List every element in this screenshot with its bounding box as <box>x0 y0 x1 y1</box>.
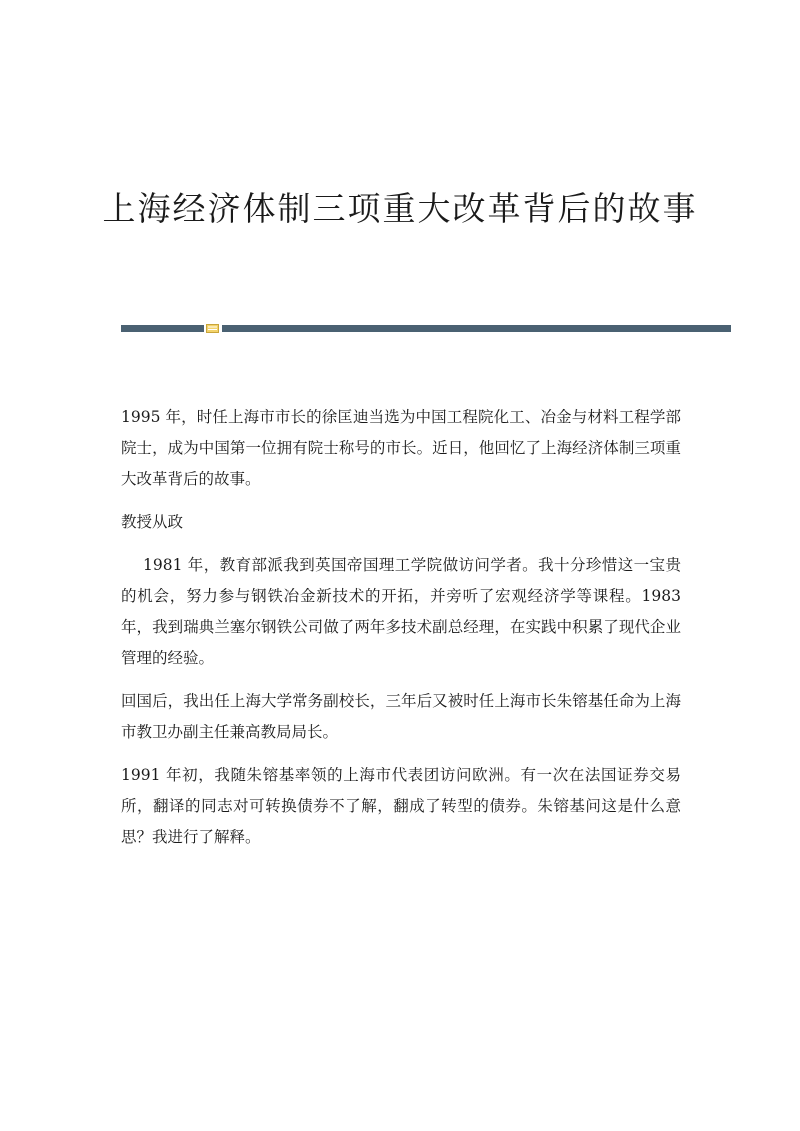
pencil-icon <box>206 323 219 334</box>
paragraph-1981: 1981 年，教育部派我到英国帝国理工学院做访问学者。我十分珍惜这一宝贵的机会，努力参与钢铁冶金新技术的开拓，并旁听了宏观经济学等课程。1983 年，我到瑞典兰塞尔钢铁公司做了两年多技术副总经理，在实践中积累了现代企业管理的经验。 <box>121 556 681 667</box>
document-title: 上海经济体制三项重大改革背后的故事 <box>102 189 698 228</box>
section-heading: 教授从政 <box>121 513 184 531</box>
title-divider-left <box>121 325 204 332</box>
paragraph-intro: 1995 年，时任上海市市长的徐匡迪当选为中国工程院化工、冶金与材料工程学部院士，成为中国第一位拥有院士称号的市长。近日，他回忆了上海经济体制三项重大改革背后的故事。 <box>121 408 681 488</box>
article-body <box>121 402 681 865</box>
paragraph-return: 回国后，我出任上海大学常务副校长，三年后又被时任上海市长朱镕基任命为上海市教卫办副主任兼高教局局长。 <box>121 692 681 741</box>
paragraph-1991: 1991 年初，我随朱镕基率领的上海市代表团访问欧洲。有一次在法国证券交易所，翻译的同志对可转换债券不了解，翻成了转型的债券。朱镕基问这是什么意思？我进行了解释。 <box>121 766 681 846</box>
title-divider-right <box>222 325 731 332</box>
